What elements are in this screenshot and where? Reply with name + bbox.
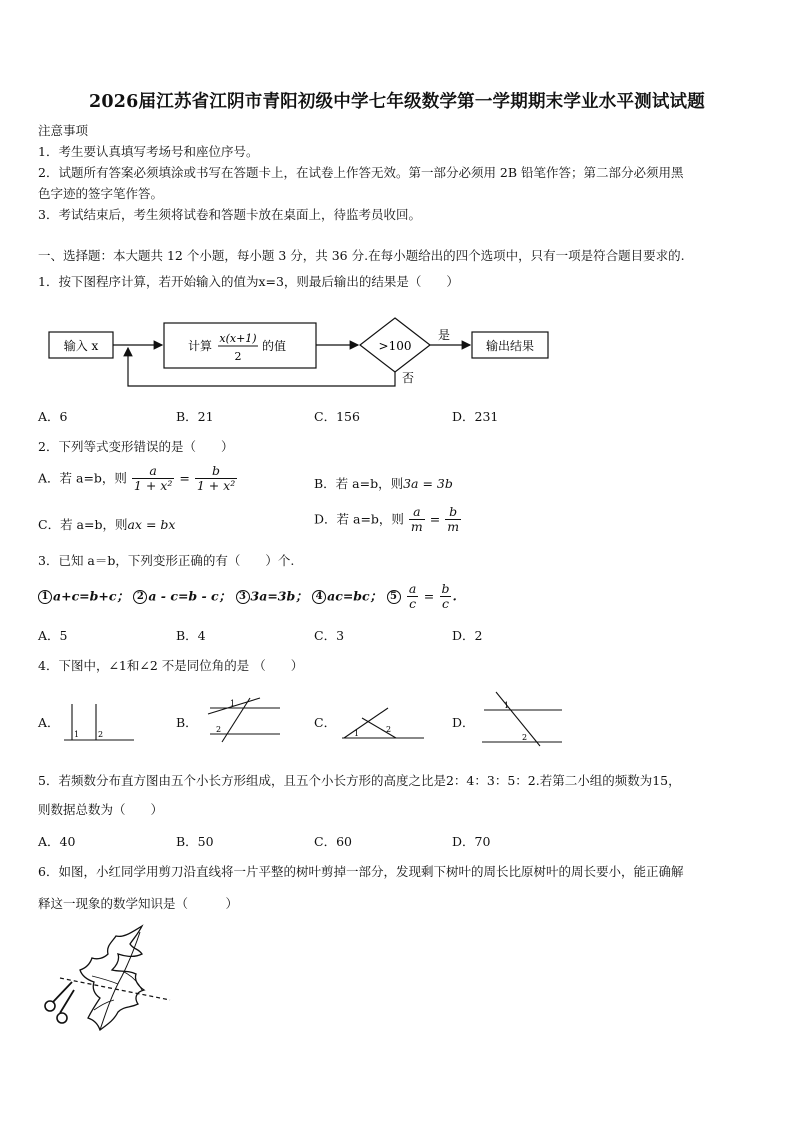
q3-circle-2: 2 — [133, 590, 147, 604]
q1-option-c: C．156 — [314, 409, 360, 424]
notice-item-3: 3．考试结束后，考生须将试卷和答题卡放在桌面上，待监考员收回。 — [38, 207, 421, 222]
q6-leaf-illustration — [38, 920, 178, 1050]
q4-figure-b — [200, 694, 284, 744]
q5-option-d: D．70 — [452, 834, 491, 849]
flow-output-label: 输出结果 — [485, 339, 535, 353]
q3-statements: 1 a+c=b+c； 2 a - c=b - c； 3 3a=3b； 4 ac=bc； 5 $\frac{a}{c}$ = $\frac{b}{c}$ . — [38, 582, 457, 612]
q3-option-b: B．4 — [176, 628, 206, 643]
q1-option-b: B．21 — [176, 409, 214, 424]
q2-a-right-fraction: $\frac{b}{\text{1 + x²}}$ — [196, 463, 236, 494]
flow-calc-prefix: 计算 — [188, 339, 213, 353]
exam-title: 2026届江苏省江阴市青阳初级中学七年级数学第一学期期末学业水平测试试题 — [89, 92, 705, 112]
q5-option-b: B．50 — [176, 834, 214, 849]
flow-yes-label: 是 — [438, 328, 451, 342]
q2-d-prefix: D．若 a=b，则 — [314, 511, 404, 527]
q3-stem: 3．已知 a＝b，下列变形正确的有（ ）个. — [38, 553, 295, 568]
q3-option-d: D．2 — [452, 628, 483, 643]
q4-a-angle-2: 2 — [98, 730, 104, 739]
q4-c-angle-2: 2 — [386, 725, 392, 734]
flow-input-label: 输入 x — [63, 339, 99, 353]
q3-statement-2: a - c=b - c； — [148, 588, 232, 604]
notice-item-1: 1．考生要认真填写考场号和座位序号。 — [38, 144, 259, 159]
q3-statement-1: a+c=b+c； — [53, 588, 129, 604]
q2-option-c — [38, 515, 175, 533]
q6-stem-line-2: 释这一现象的数学知识是（ ） — [38, 896, 239, 911]
q3-circle-4: 4 — [312, 590, 326, 604]
q3-statement-4: ac=bc； — [327, 588, 383, 604]
q2-c-prefix: C．若 a=b，则 — [38, 517, 128, 532]
q2-a-prefix: A．若 a=b，则 — [38, 470, 127, 486]
section-heading: 一、选择题：本大题共 12 个小题，每小题 3 分，共 36 分.在每小题给出的四个选项中，只有一项是符合题目要求的. — [38, 248, 685, 263]
q4-c-angle-1: 1 — [354, 729, 360, 738]
q3-option-a: A．5 — [38, 628, 68, 643]
q5-stem-line-1: 5．若频数分布直方图由五个小长方形组成，且五个小长方形的高度之比是2：4：3：5：2.若第二小组的频数为15， — [38, 773, 681, 788]
flow-calc-suffix: 的值 — [262, 339, 287, 353]
q1-flowchart — [40, 312, 560, 392]
q4-figure-d — [478, 688, 568, 748]
q2-d-right-fraction: $\frac{b}{m}$ — [447, 504, 460, 535]
q1-stem: 1．按下图程序计算，若开始输入的值为x=3，则最后输出的结果是（ ） — [38, 274, 459, 289]
q4-d-angle-1: 1 — [504, 701, 510, 710]
q3-circle-3: 3 — [236, 590, 250, 604]
leaf-outline — [80, 926, 144, 1030]
flow-condition-label: >100 — [378, 339, 412, 353]
q6-stem-line-1: 6．如图，小红同学用剪刀沿直线将一片平整的树叶剪掉一部分，发现剩下树叶的周长比原树叶的周长要小，能正确解 — [38, 864, 684, 879]
q2-a-equals: = — [179, 470, 190, 486]
q4-figure-c — [338, 700, 428, 744]
q4-label-a: A． — [38, 715, 60, 730]
q4-d-angle-2: 2 — [522, 733, 528, 742]
q3-left-fraction: $\frac{a}{c}$ — [408, 581, 417, 612]
q5-stem-line-2: 则数据总数为（ ） — [38, 802, 164, 817]
q3-option-c: C．3 — [314, 628, 345, 643]
q2-c-expr: ax = bx — [127, 517, 176, 532]
q4-a-angle-1: 1 — [74, 730, 80, 739]
notice-item-2-cont: 色字迹的签字笔作答。 — [38, 186, 164, 201]
q3-right-fraction: $\frac{b}{c}$ — [441, 581, 450, 612]
q1-option-a: A．6 — [38, 409, 68, 424]
flow-no-label: 否 — [402, 371, 415, 385]
q4-b-angle-1: 1 — [230, 699, 236, 708]
q5-option-a: A．40 — [38, 834, 76, 849]
notice-heading: 注意事项 — [38, 123, 89, 138]
q2-stem: 2．下列等式变形错误的是（ ） — [38, 439, 234, 454]
q5-option-c: C．60 — [314, 834, 352, 849]
q4-label-c: C． — [314, 715, 337, 730]
q2-option-b — [314, 474, 453, 492]
q2-option-d — [314, 505, 462, 535]
q4-b-angle-2: 2 — [216, 725, 222, 734]
q2-b-prefix: B．若 a=b，则 — [314, 476, 404, 491]
scissors-icon — [45, 982, 74, 1023]
q2-d-equals: = — [429, 511, 441, 527]
q4-label-d: D． — [452, 715, 475, 730]
q3-circle-5: 5 — [387, 590, 401, 604]
q2-option-a — [38, 464, 238, 494]
notice-item-2: 2．试题所有答案必须填涂或书写在答题卡上，在试卷上作答无效。第一部分必须用 2B 铅笔作答；第二部分必须用黑 — [38, 165, 684, 180]
q4-label-b: B． — [176, 715, 198, 730]
flow-calc-denominator: 2 — [234, 350, 242, 363]
flow-calc-numerator: x(x+1) — [219, 332, 257, 345]
q2-a-left-fraction: $\frac{a}{\text{1 + x²}}$ — [133, 463, 173, 494]
q2-d-left-fraction: $\frac{a}{m}$ — [410, 504, 423, 535]
q4-figure-a — [60, 700, 138, 746]
q2-b-expr: 3a = 3b — [403, 476, 453, 491]
q3-equals: = — [423, 588, 435, 604]
q4-stem: 4．下图中，∠1和∠2 不是同位角的是 （ ） — [38, 658, 304, 673]
q1-option-d: D．231 — [452, 409, 499, 424]
q3-statement-3: 3a=3b； — [250, 588, 308, 604]
q3-circle-1: 1 — [38, 590, 52, 604]
